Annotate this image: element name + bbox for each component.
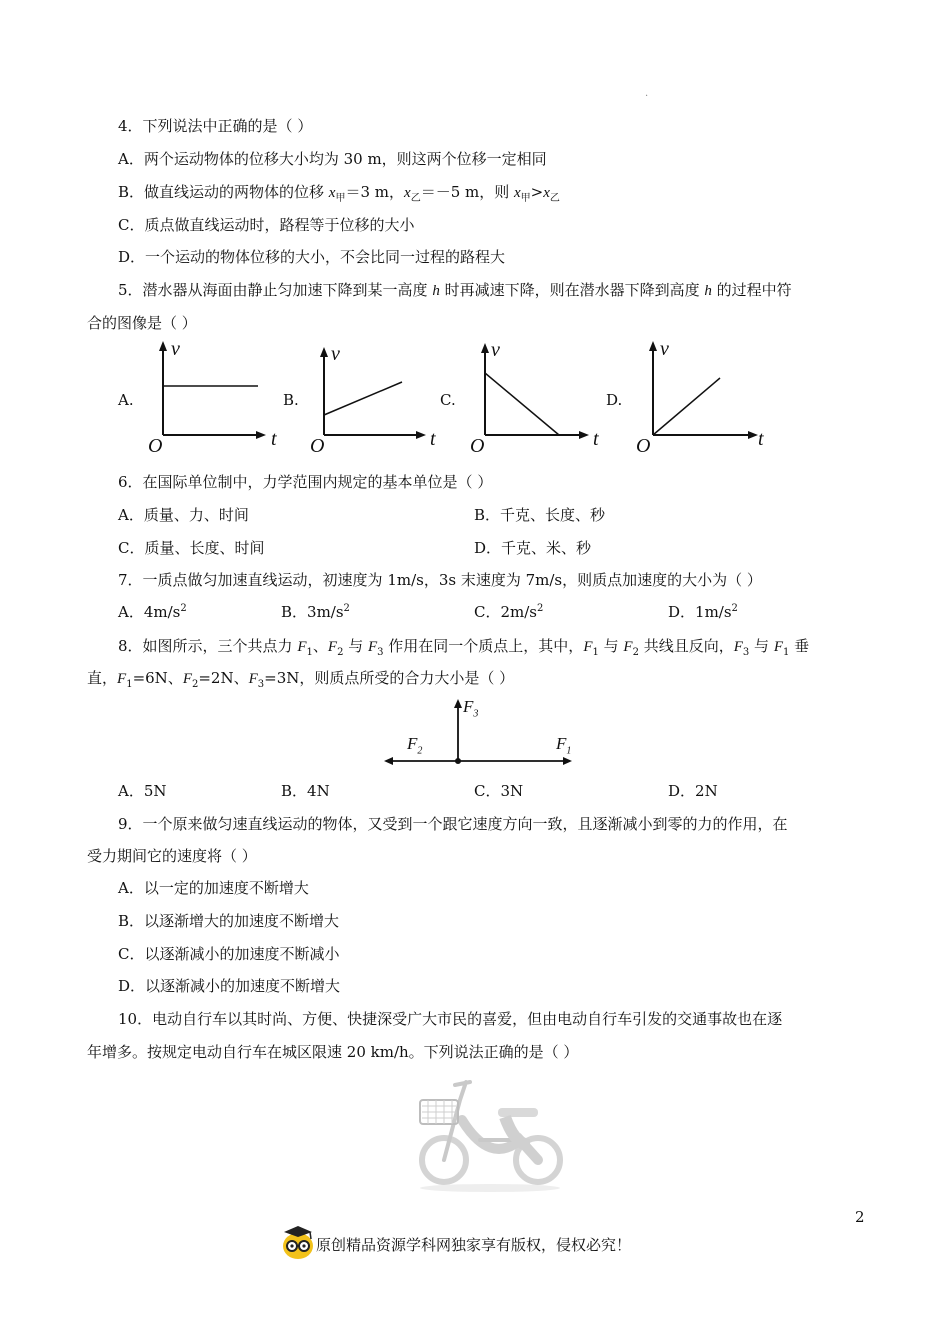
graph-line: [485, 373, 559, 435]
q7-c-text: C．2m/s: [474, 603, 537, 621]
q8-var: F: [623, 639, 633, 655]
q5-var-h: h: [432, 283, 440, 299]
q8-sub: 3: [377, 647, 384, 658]
q8-var: F: [248, 671, 258, 687]
q8-var: F: [327, 639, 338, 655]
q6-stem: 6．在国际单位制中，力学范围内规定的基本单位是（ ）: [118, 473, 493, 491]
v-axis-arrow: [481, 343, 489, 353]
q7-a-text: A．4m/s: [118, 603, 181, 621]
q4-b-sub: 乙: [549, 193, 560, 204]
q7-b-sup: 2: [343, 603, 350, 614]
f1-label-sub: 1: [566, 745, 572, 757]
q8-stem-line1: [118, 635, 809, 658]
q6-option-a: A．质量、力、时间: [118, 506, 249, 524]
q5-graph-b-origin: O: [310, 435, 325, 457]
q5-graph-a-origin: O: [148, 435, 163, 457]
q4-b-text: B．做直线运动的两物体的位移: [118, 183, 329, 201]
t-axis-arrow: [256, 431, 266, 439]
v-axis-arrow: [159, 341, 167, 351]
q8-var: F: [117, 671, 127, 687]
q7-option-c: [474, 601, 543, 622]
q8-sub: 2: [337, 647, 344, 658]
q5-graph-c-letter: C.: [440, 391, 456, 409]
q7-c-sup: 2: [537, 603, 544, 614]
q8-sub: 1: [306, 647, 313, 658]
f3-arrowhead: [454, 699, 462, 708]
q7-option-b: [281, 601, 350, 622]
q10-stem-line1: 10．电动自行车以其时尚、方便、快捷深受广大市民的喜爱，但由电动自行车引发的交通事故也在逐: [118, 1010, 783, 1028]
q8-text: =3N，则质点所受的合力大小是（ ）: [264, 669, 515, 687]
q8-sub: 1: [783, 647, 790, 658]
q4-b-sub: 甲: [520, 193, 531, 204]
q5-graph-a-v: v: [171, 338, 180, 360]
q5-graph-d: [630, 335, 790, 460]
q7-b-text: B．3m/s: [281, 603, 344, 621]
graph-line: [324, 382, 402, 415]
q10-stem-line2: 年增多。按规定电动自行车在城区限速 20 km/h。下列说法正确的是（ ）: [87, 1043, 579, 1061]
q8-text: =2N、: [198, 669, 249, 687]
q8-text: 与: [749, 637, 774, 655]
q4-b-text: >: [530, 183, 544, 201]
q5-graph-c-t: t: [593, 428, 599, 450]
q8-var: F: [182, 671, 192, 687]
q5-graph-a-t: t: [271, 428, 277, 450]
q4-option-d: D．一个运动的物体位移的大小，不会比同一过程的路程大: [118, 248, 506, 266]
f1-label: [556, 734, 571, 756]
q8-stem-line2: [87, 667, 514, 690]
copyright-notice: 原创精品资源学科网独家享有版权，侵权必究！: [316, 1236, 632, 1254]
q5-graph-b-t: t: [430, 428, 436, 450]
t-axis-arrow: [579, 431, 589, 439]
q4-option-c: C．质点做直线运动时，路程等于位移的大小: [118, 216, 415, 234]
q5-graphs: [0, 335, 950, 460]
q8-text: 与: [343, 637, 368, 655]
q5-graph-d-t: t: [758, 428, 764, 450]
q8-var: F: [367, 639, 378, 655]
q7-a-sup: 2: [180, 603, 187, 614]
q6-option-c: C．质量、长度、时间: [118, 539, 265, 557]
mascot-logo-icon: [280, 1222, 316, 1262]
f3-label: [463, 697, 478, 719]
q6-option-b: B．千克、长度、秒: [474, 506, 606, 524]
q8-text: 作用在同一个质点上，其中，: [383, 637, 584, 655]
q4-b-var: x: [404, 185, 411, 201]
q4-option-a: A．两个运动物体的位移大小均为 30 m，则这两个位移一定相同: [118, 150, 547, 168]
q8-sub: 3: [742, 647, 750, 658]
q5-graph-d-letter: D.: [606, 391, 623, 409]
q9-stem-line2: 受力期间它的速度将（ ）: [87, 847, 257, 865]
q5-graph-b-v: v: [331, 343, 340, 365]
q7-d-sup: 2: [731, 603, 738, 614]
q8-text: =6N、: [132, 669, 183, 687]
f2-arrowhead: [384, 757, 393, 765]
q8-sub: 2: [191, 679, 199, 690]
q9-option-d: D．以逐渐减小的加速度不断增大: [118, 977, 341, 995]
q5-text: 时再减速下降，则在潜水器下降到高度: [439, 281, 705, 299]
q8-option-d: D．2N: [668, 782, 718, 800]
q5-graph-c-origin: O: [470, 435, 485, 457]
q5-graph-c: [463, 335, 623, 460]
q4-option-b: [118, 181, 560, 204]
q8-var: F: [773, 639, 783, 655]
q7-option-a: [118, 601, 187, 622]
q4-b-sub: 乙: [410, 193, 421, 204]
q8-option-b: B．4N: [281, 782, 330, 800]
q5-graph-b-letter: B.: [283, 391, 299, 409]
q5-stem-line1: [118, 279, 792, 300]
q8-text: 共线且反向，: [638, 637, 734, 655]
particle-point: [455, 758, 461, 764]
q8-text: 与: [598, 637, 624, 655]
v-axis-arrow: [649, 341, 657, 351]
q8-text: 8．如图所示，三个共点力: [118, 637, 298, 655]
q9-stem-line1: 9．一个原来做匀速直线运动的物体，又受到一个跟它速度方向一致，且逐渐减小到零的力的作用，在: [118, 815, 788, 833]
q4-b-var: x: [543, 185, 550, 201]
graph-line: [653, 378, 720, 435]
q8-text: 直，: [87, 669, 118, 687]
f3-label-var: F: [463, 697, 474, 716]
q6-option-d: D．千克、米、秒: [474, 539, 592, 557]
page-number: 2: [855, 1208, 865, 1226]
q8-option-c: C．3N: [474, 782, 524, 800]
q5-stem-line2: 合的图像是（ ）: [87, 314, 197, 332]
q8-sub: 2: [632, 647, 639, 658]
q5-graph-d-origin: O: [636, 435, 651, 457]
t-axis-arrow: [748, 431, 758, 439]
f3-label-sub: 3: [473, 708, 479, 720]
q8-var: F: [297, 639, 307, 655]
q5-text: 5．潜水器从海面由静止匀加速下降到某一高度: [118, 281, 433, 299]
q9-option-a: A．以一定的加速度不断增大: [118, 879, 309, 897]
q8-sub: 3: [257, 679, 265, 690]
q4-b-text: ＝－5 m，则: [420, 183, 514, 201]
q4-b-text: ＝3 m，: [345, 183, 405, 201]
q7-stem: 7．一质点做匀加速直线运动，初速度为 1m/s，3s 末速度为 7m/s，则质点加速度的大小为（ ）: [118, 571, 762, 589]
q8-sub: 1: [126, 679, 133, 690]
q5-var-h: h: [704, 283, 712, 299]
t-axis-arrow: [416, 431, 426, 439]
q4-b-sub: 甲: [335, 193, 346, 204]
page-dot: .: [645, 88, 649, 99]
q8-text: 、: [312, 637, 328, 655]
q7-option-d: [668, 601, 738, 622]
q5-graph-a-letter: A.: [118, 391, 134, 409]
q5-text: 的过程中符: [711, 281, 792, 299]
q5-graph-c-v: v: [491, 339, 500, 361]
q8-text: 垂: [789, 637, 810, 655]
q7-d-text: D．1m/s: [668, 603, 732, 621]
q9-option-c: C．以逐渐减小的加速度不断减小: [118, 945, 340, 963]
q5-graph-b: [302, 335, 462, 460]
q4-b-var: x: [514, 185, 521, 201]
f1-label-var: F: [556, 734, 567, 753]
q8-sub: 1: [592, 647, 599, 658]
q9-option-b: B．以逐渐增大的加速度不断增大: [118, 912, 340, 930]
f2-label-var: F: [407, 734, 418, 753]
q8-var: F: [733, 639, 743, 655]
v-axis-arrow: [320, 347, 328, 357]
q4-stem: 4．下列说法中正确的是（ ）: [118, 117, 313, 135]
electric-bicycle-image: [410, 1070, 570, 1195]
f2-label: [407, 734, 422, 756]
f1-arrowhead: [563, 757, 572, 765]
q8-var: F: [583, 639, 593, 655]
q4-b-var: x: [328, 185, 336, 201]
f2-label-sub: 2: [417, 745, 423, 757]
q8-option-a: A．5N: [118, 782, 167, 800]
q5-graph-d-v: v: [660, 338, 669, 360]
